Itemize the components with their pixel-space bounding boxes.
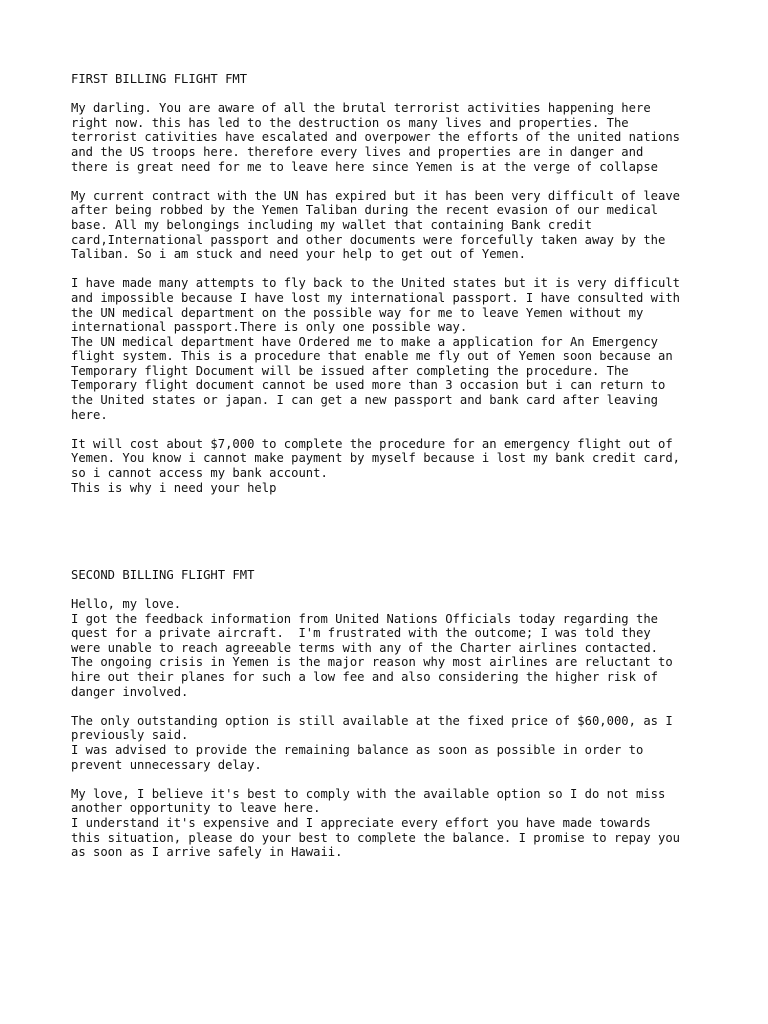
text-line: as soon as I arrive safely in Hawaii. bbox=[71, 845, 343, 860]
text-line: and impossible because I have lost my international passport. I have consulted with bbox=[71, 290, 681, 305]
text-line: Temporary flight Document will be issued after completing the procedure. The bbox=[71, 363, 629, 378]
text-line: card,International passport and other documents were forcefully taken away by the bbox=[71, 232, 666, 247]
paragraph bbox=[71, 597, 711, 699]
text-line: The only outstanding option is still available at the fixed price of $60,000, as I bbox=[71, 713, 673, 728]
text-line: My current contract with the UN has expired but it has been very difficult of leave bbox=[71, 188, 681, 203]
text-line: flight system. This is a procedure that enable me fly out of Yemen soon because an bbox=[71, 349, 673, 364]
section-first-billing bbox=[71, 72, 711, 495]
paragraph bbox=[71, 276, 711, 422]
text-line: quest for a private aircraft. I'm frustrated with the outcome; I was told they bbox=[71, 626, 651, 641]
text-line: It will cost about $7,000 to complete the procedure for an emergency flight out of bbox=[71, 436, 673, 451]
text-line: Hello, my love. bbox=[71, 597, 182, 611]
text-line: Temporary flight document cannot be used more than 3 occasion but i can return to bbox=[71, 378, 666, 393]
paragraph bbox=[71, 437, 711, 495]
text-line: terrorist cativities have escalated and overpower the efforts of the united nations bbox=[71, 130, 681, 145]
text-line: international passport.There is only one possible way. bbox=[71, 320, 468, 335]
text-line: base. All my belongings including my wallet that containing Bank credit bbox=[71, 217, 592, 232]
text-line: and the US troops here. therefore every lives and properties are in danger and bbox=[71, 144, 644, 159]
paragraph bbox=[71, 101, 711, 174]
text-line: The UN medical department have Ordered me to make a application for An Emergency bbox=[71, 334, 658, 349]
text-line: so i cannot access my bank account. bbox=[71, 466, 328, 481]
text-line: I was advised to provide the remaining balance as soon as possible in order to bbox=[71, 742, 644, 757]
section-second-billing bbox=[71, 568, 711, 860]
text-line: danger involved. bbox=[71, 684, 189, 699]
text-line: there is great need for me to leave here since Yemen is at the verge of collapse bbox=[71, 159, 658, 174]
text-line: here. bbox=[71, 407, 108, 422]
text-line: the UN medical department on the possible way for me to leave Yemen without my bbox=[71, 305, 644, 320]
document-body bbox=[71, 72, 711, 874]
text-line: I understand it's expensive and I appreciate every effort you have made towards bbox=[71, 815, 651, 830]
text-line: This is why i need your help bbox=[71, 480, 277, 495]
text-line: hire out their planes for such a low fee and also considering the higher risk of bbox=[71, 669, 658, 684]
text-line: The ongoing crisis in Yemen is the major reason why most airlines are reluctant to bbox=[71, 655, 673, 670]
text-line: were unable to reach agreeable terms with any of the Charter airlines contacted. bbox=[71, 640, 658, 655]
paragraph bbox=[71, 714, 711, 772]
text-line: this situation, please do your best to complete the balance. I promise to repay you bbox=[71, 830, 681, 845]
text-line: Taliban. So i am stuck and need your help to get out of Yemen. bbox=[71, 247, 526, 262]
text-line: previously said. bbox=[71, 728, 189, 743]
text-line: I got the feedback information from United Nations Officials today regarding the bbox=[71, 611, 658, 626]
section-spacer bbox=[71, 510, 711, 568]
text-line: My darling. You are aware of all the brutal terrorist activities happening here bbox=[71, 101, 651, 116]
text-line: right now. this has led to the destruction os many lives and properties. The bbox=[71, 115, 629, 130]
text-line: I have made many attempts to fly back to the United states but it is very difficult bbox=[71, 276, 681, 291]
text-line: the United states or japan. I can get a new passport and bank card after leaving bbox=[71, 393, 658, 408]
text-line: Yemen. You know i cannot make payment by myself because i lost my bank credit card, bbox=[71, 451, 681, 466]
text-line: prevent unnecessary delay. bbox=[71, 757, 262, 772]
text-line: another opportunity to leave here. bbox=[71, 801, 321, 816]
section-title: SECOND BILLING FLIGHT FMT bbox=[71, 567, 255, 582]
paragraph bbox=[71, 787, 711, 860]
paragraph bbox=[71, 189, 711, 262]
section-title: FIRST BILLING FLIGHT FMT bbox=[71, 72, 248, 86]
text-line: My love, I believe it's best to comply with the available option so I do not miss bbox=[71, 786, 666, 801]
text-line: after being robbed by the Yemen Taliban during the recent evasion of our medical bbox=[71, 203, 658, 218]
